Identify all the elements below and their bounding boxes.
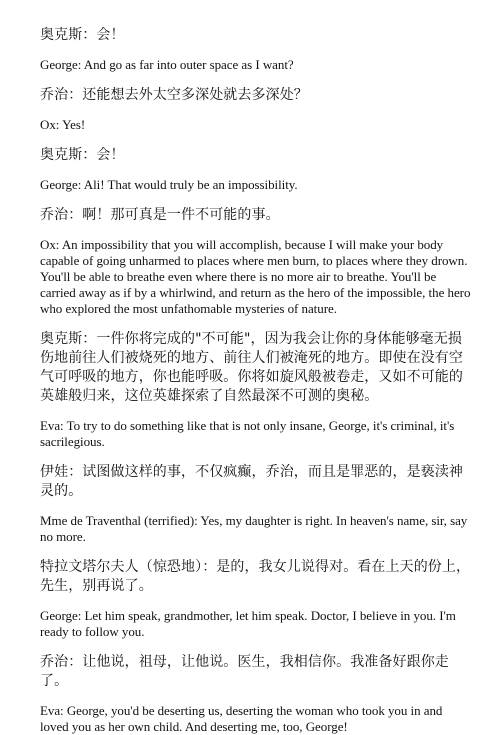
- paragraph-zh: 奥克斯：一件你将完成的"不可能"，因为我会让你的身体能够毫无损伤地前往人们被烧死的地方、前往人们被淹死的地方。即使在没有空气可呼吸的地方，你也能呼吸。你将如旋风般被卷走，又如不可能的英雄般归来，这位英雄探索了自然最深不可测的奥秘。: [40, 331, 463, 404]
- paragraph-zh: 乔治：让他说，祖母，让他说。医生，我相信你。我准备好跟你走了。: [40, 654, 449, 689]
- paragraph-en: Ox: Yes!: [40, 117, 86, 132]
- paragraph-zh: 乔治：还能想去外太空多深处就去多深处？: [40, 87, 308, 103]
- paragraph-zh: 乔治：啊！那可真是一件不可能的事。: [40, 207, 280, 223]
- paragraph-zh: 伊娃：试图做这样的事，不仅疯癫，乔治，而且是罪恶的，是亵渎神灵的。: [40, 464, 463, 499]
- paragraph-en: Mme de Traventhal (terrified): Yes, my daughter is right. In heaven's name, sir, say no more.: [40, 513, 468, 544]
- paragraph-en: George: And go as far into outer space as I want?: [40, 57, 294, 72]
- paragraph-en: Eva: George, you'd be deserting us, deserting the woman who took you in and loved you as her own child. And deserting me, too, George!: [40, 703, 443, 734]
- paragraph-zh: 特拉文塔尔夫人（惊恐地）：是的，我女儿说得对。看在上天的份上，先生，别再说了。: [40, 559, 471, 594]
- paragraph-en: George: Let him speak, grandmother, let him speak. Doctor, I believe in you. I'm ready to follow you.: [40, 608, 456, 639]
- paragraph-zh: 奥克斯：会！: [40, 147, 125, 163]
- paragraph-en: Ox: An impossibility that you will accomplish, because I will make your body capable of going unharmed to places where men burn, to places where they drown. You'll be able to breathe even where there is no more air to breathe. You'll be carried away as if by a whirlwind, and return as the hero of the impossible, the hero who explored the most unfathomable mysteries of nature.: [40, 237, 471, 316]
- paragraph-zh: 奥克斯：会！: [40, 27, 125, 43]
- paragraph-en: Eva: To try to do something like that is not only insane, George, it's criminal, it's sacrilegious.: [40, 418, 455, 449]
- paragraph-en: George: Ali! That would truly be an impossibility.: [40, 177, 298, 192]
